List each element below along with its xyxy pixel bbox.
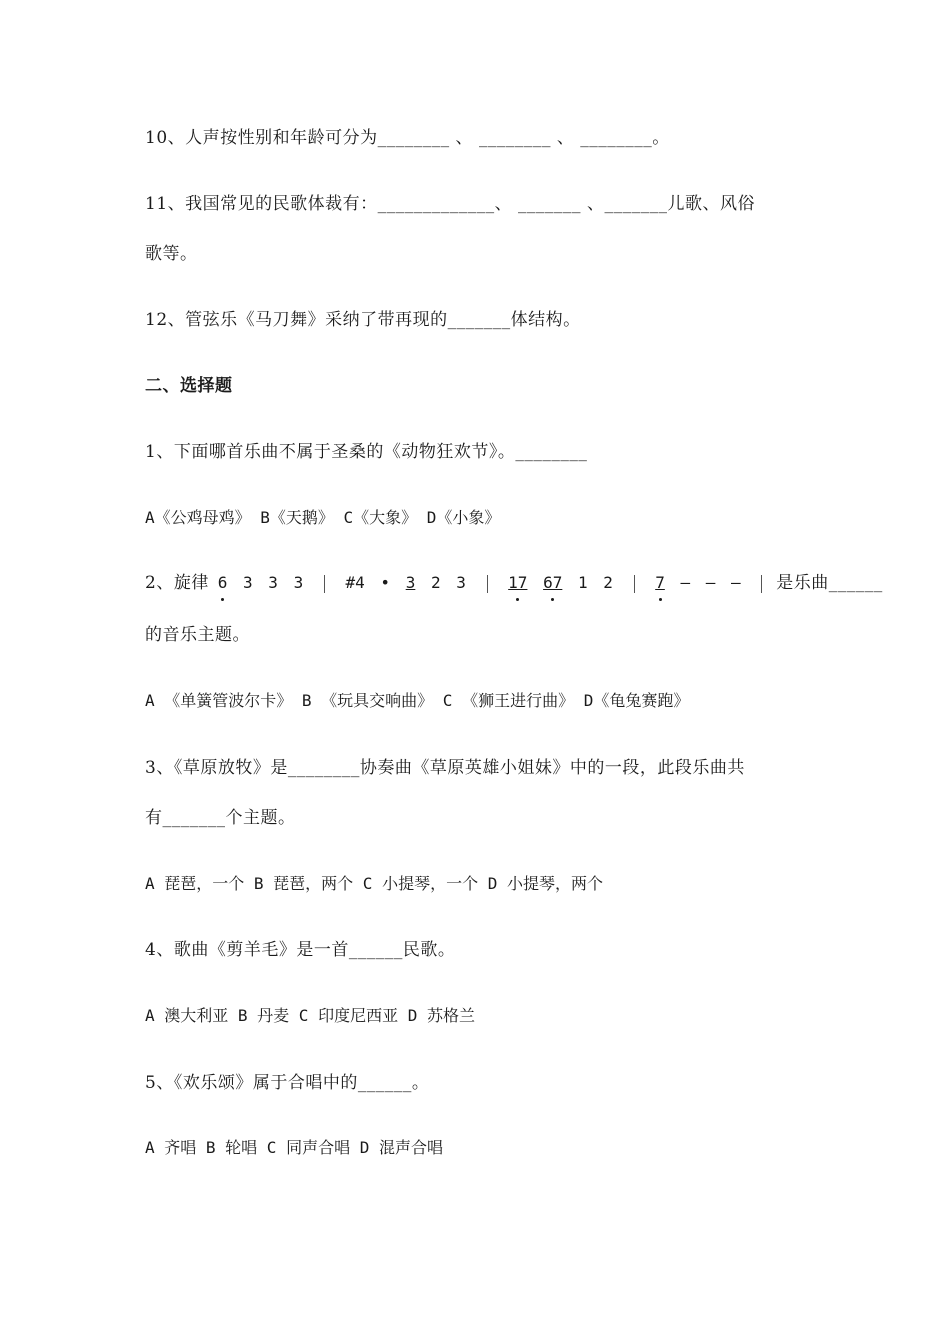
- melody-note: —: [731, 573, 741, 592]
- choice-4-options: A 澳大利亚 B 丹麦 C 印度尼西亚 D 苏格兰: [145, 1006, 475, 1025]
- question-12: 12、管弦乐《马刀舞》采纳了带再现的_______体结构。: [145, 310, 581, 330]
- bar-line: [761, 575, 762, 593]
- choice-question-3-line2: 有_______个主题。: [145, 808, 296, 828]
- melody-note: 67: [543, 571, 562, 595]
- section-title: 二、选择题: [145, 376, 233, 396]
- melody-note: 7: [655, 571, 665, 595]
- choice-question-1: 1、下面哪首乐曲不属于圣桑的《动物狂欢节》。________: [145, 442, 588, 462]
- choice-question-2: [145, 571, 883, 595]
- melody-note: 2: [430, 573, 441, 592]
- melody-note: 3: [293, 573, 304, 592]
- melody-note: 3: [456, 573, 466, 592]
- choice-2-options: A 《单簧管波尔卡》 B 《玩具交响曲》 C 《狮王进行曲》 D《龟兔赛跑》: [145, 691, 690, 710]
- choice-2-suffix: 是乐曲______: [776, 573, 883, 593]
- question-11-line1: 11、我国常见的民歌体裁有：_____________、 _______ 、_______儿歌、风俗: [145, 194, 755, 214]
- bar-line: [634, 575, 635, 593]
- melody-note: 2: [603, 573, 613, 592]
- melody-note: —: [680, 573, 691, 592]
- choice-1-options: A《公鸡母鸡》 B《天鹅》 C《大象》 D《小象》: [145, 508, 501, 527]
- choice-5-options: A 齐唱 B 轮唱 C 同声合唱 D 混声合唱: [145, 1138, 443, 1157]
- melody-note: #4: [345, 573, 365, 592]
- choice-question-3-line1: 3、《草原放牧》是________协奏曲《草原英雄小姐妹》中的一段，此段乐曲共: [145, 758, 745, 778]
- melody-note: 6: [218, 571, 228, 595]
- bar-line: [487, 575, 488, 593]
- question-11-line2: 歌等。: [145, 244, 198, 264]
- choice-question-2-line2: 的音乐主题。: [145, 625, 250, 645]
- question-10: 10、人声按性别和年龄可分为________ 、 ________ 、 ________。: [145, 128, 670, 148]
- bar-line: [324, 575, 325, 593]
- melody-note: 3: [405, 573, 416, 592]
- choice-question-4: 4、歌曲《剪羊毛》是一首______民歌。: [145, 940, 456, 960]
- melody-notation: [215, 571, 771, 595]
- melody-note: 1: [577, 573, 588, 592]
- melody-note: 17: [508, 571, 527, 595]
- choice-2-prefix: 2、旋律: [145, 573, 209, 593]
- melody-note: •: [380, 573, 391, 592]
- melody-note: —: [705, 573, 716, 592]
- choice-question-5: 5、《欢乐颂》属于合唱中的______。: [145, 1073, 430, 1093]
- melody-note: 3: [268, 573, 278, 592]
- choice-3-options: A 琵琶，一个 B 琵琶，两个 C 小提琴，一个 D 小提琴，两个: [145, 874, 603, 893]
- melody-note: 3: [243, 573, 253, 592]
